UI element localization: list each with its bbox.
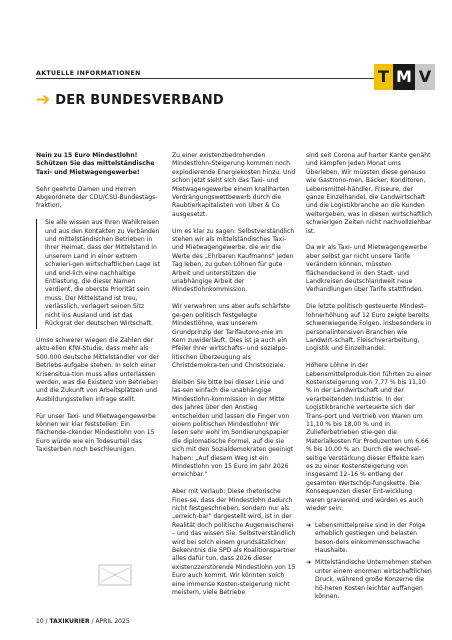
magazine-name: TAXIKURIER [49,618,90,625]
paragraph: Für unser Taxi- und Mietwagengewerbe können wir klar feststellen: Ein flächende-ckender Mindestlohn von 15 Euro würde wie ein Todesurteil das Taxisterben noch beschleunigen. [36,412,156,454]
issue-date: APRIL 2025 [95,618,130,625]
paragraph: Zu einer existenzbedrohenden Mindestlohn-Steigerung kommen noch explodierende Energiekosten hinzu. Und schon jetzt sieht sich das Taxi- und Mietwagengewerbe einem knallharten Verdrängungswettbewerb durch die Raubtierkapitalisten von Uber & Co ausgesetzt. [172,152,296,218]
tmv-logo [374,64,435,90]
list-item [306,522,432,556]
column-2 [172,152,296,606]
quote-block: Sie alle wissen aus Ihren Wahlkreisen und aus den Kontakten zu Verbänden und mittelständischen Betrieben in Ihrer Heimat, dass der Mittelstand in unserem Land in einer extrem schwieri-gen wirtschaftlichen Lage ist und end-lich eine nachhaltige Entlastung, die dieser Namen verdient, die oberste Priorität sein muss. Der Mittelstand ist treu, verlässlich, verlagert seinen Sitz nicht ins Ausland und ist das Rückgrat der deutschen Wirtschaft. [36,219,160,328]
arrow-right-icon: ➔ [306,521,312,529]
logo-letter-t: T [374,64,393,90]
paragraph: Da wir als Taxi- und Mietwagengewerbe aber selbst gar nicht unsere Tarife verändern können, müssten flächendeckend in den Stadt- und Landkreisen deutschlandweit neue Verhandlungen über Tarife stattfinden. [306,244,428,294]
paragraph: Um es klar zu sagen: Selbstverständlich stehen wir als mittelständisches Taxi- und Mietwagengewerbe, die wir die Werte des „Ehrbaren Kaufmanns" jeden Tag leben, zu guten Löhnen für gute Arbeit und unterstützen die unabhängige Arbeit der Mindestlohnkommission. [172,227,295,294]
list-item-text: Lebensmittelpreise sind in der Folge erheblich gestiegen und belasten beson-ders einkommensschwache Haushalte. [315,521,426,555]
paragraph: Umso schwerer wiegen die Zahlen der aktu-ellen KfW-Studie, dass mehr als 500.000 deutsche Mittelständler vor der Betriebs-aufgabe stehen. In solch einer Krisensitua-tion muss alles unterlassen werden, was die Existenz von Betrieben und die Zukunft von Arbeitsplätzen und Ausbildungsstellen infrage stellt. [36,336,160,403]
column-3 [306,152,432,605]
paragraph: Die letzte politisch gesteuerte Mindest-lohnerhöhung auf 12 Euro zeigte bereits schwerwiegende Folgen, insbesondere in personalintensiven Branchen wie Landwirt-schaft, Fleischverarbeitung, Logistik und Einzelhandel. [306,303,432,353]
section-kicker: AKTUELLE INFORMATIONEN [36,70,141,77]
paragraph: Höhere Löhne in der Lebensmittelproduk-tion führten zu einer Kostensteigerung von 7,77 % bis 11,10 % in der Landwirtschaft und der verarbeitenden Industrie. In der Logistikbranche verteuerte sich der Trans-port und Vertrieb von Waren um 11,10 % bis 18,00 % und in Zulieferbetrieben stie-gen die Materialkosten für Produzenten um 6,66 % bis 10,00 % an. Durch die wechsel-seitige Verstärkung dieser Effekte kam es zu einer Kostensteigerung von insgesamt 12–16 % entlang der gesamten Wertschöp-fungskette. Die Konsequenzen dieser Ent-wicklung waren gravierend und würden es auch wieder sein: [306,362,432,513]
logo-letter-m: M [393,64,415,90]
paragraph: Bleiben Sie bitte bei dieser Linie und las-sen einfach die unabhängige Mindestlohn-kommission in der Mitte des Jahres über den Anstieg entscheiden und lassen die Finger von einem politischen Mindestlohn! Wir lesen sehr wohl im Sondierungspapier die diplomatische Formel, auf die sie sich mit den Sozialdemokraten geeinigt haben: „Auf diesem Weg ist ein Mindestlohn von 15 Euro im Jahr 2026 erreichbar." [172,378,294,479]
arrow-right-icon: ➔ [36,90,51,110]
header-rule [36,78,422,79]
paragraph: Wir verwahren uns aber aufs schärfste ge-gen politisch festgelegte Mindestlöhne, was unserem Grundprinzip der Tarifautono-mie im Kern zuwiderläuft. Dies ist ja auch ein Pfeiler Ihrer wirtschafts- und sozialpo-litischen Überzeugung als Christdemokra-ten und Christsoziale. [172,303,290,370]
logo-letter-v: V [415,64,435,90]
lead-paragraph: Nein zu 15 Euro Mindestlohn! Schützen Sie das mittelständische Taxi- und Mietwagengewerbe! [36,152,155,176]
list-item [306,559,432,601]
paragraph: Aber mit Verlaub: Diese rhetorische Fines-se, dass der Mindestlohn dadurch nicht festgeschrieben, sondern nur als „erreich-bar" dargestellt wird, ist in der Realität doch politische Augenwischerei – und das wissen Sie. Selbstverständlich wird bei solch einem grundsätzlichen Bekenntnis die SPD als Koalitionspartner alles dafür tun, dass 2026 dieser existenzzerstörende Mindestlohn von 15 Euro auch kommt. Wir könnten solch eine immense Kosten-steigerung nicht meistern, viele Betriebe [172,488,296,597]
page-number: 10 [36,618,44,625]
arrow-right-icon: ➔ [306,559,312,567]
column-1 [36,152,160,463]
page-title [36,90,224,110]
salutation: Sehr geehrte Damen und Herren Abgeordnete der CDU/CSU-Bundestags-fraktion, [36,185,158,210]
paragraph: sind seit Corona auf harter Kante genäht und kämpfen jeden Monat ums Überleben. Wir müssten diese genauso wie Gastrono-men, Bäcker, Konditoren, Lebensmittel-händler, Friseure, der ganze Einzelhandel, die Landwirtschaft und die Logistikbranche an die Kunden weitergeben, was in diesen wirtschaftlich schwierigen Zeiten nicht nachvollziehbar ist. [306,152,433,235]
page-footer: 10 / TAXIKURIER / APRIL 2025 [36,618,130,625]
page-title-text: DER BUNDESVERBAND [55,92,224,108]
stamp-graphic [98,564,132,586]
list-item-text: Mittelständische Unternehmen stehen unter einem enormen wirtschaftlichen Druck, während große Konzerne die hö-heren Kosten leichter auffangen können. [315,559,432,601]
